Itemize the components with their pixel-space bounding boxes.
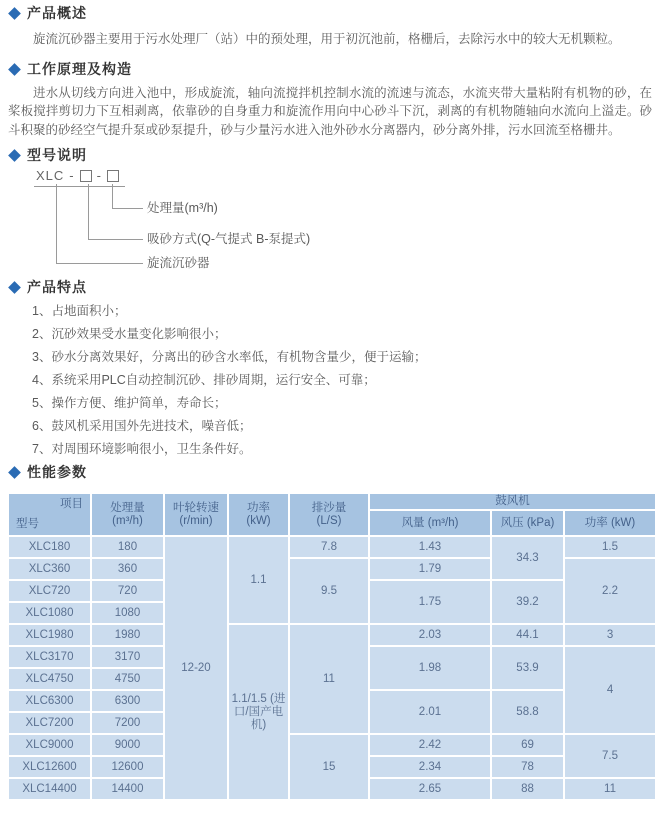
cell-capacity: 3170 [91,646,164,668]
cell-pressure: 69 [491,734,564,756]
header-unit: (kW) [246,514,271,527]
model-prefix: XLC [36,168,65,183]
table-row [8,536,656,558]
cell-sand: 7.8 [289,536,369,558]
cell-pressure: 58.8 [491,690,564,734]
cell-model: XLC180 [8,536,91,558]
cell-pressure: 53.9 [491,646,564,690]
header-blower-power: 功率 (kW) [564,510,656,536]
cell-pressure: 34.3 [491,536,564,580]
header-unit: (L/S) [316,514,342,527]
cell-bpower: 2.2 [564,558,656,624]
header-unit: (r/min) [179,514,213,527]
feature-item: 2、沉砂效果受水量变化影响很小； [32,327,227,341]
cell-air: 1.43 [369,536,491,558]
cell-speed: 12-20 [164,536,228,800]
feature-item: 6、鼓风机采用国外先进技术，噪音低； [32,419,252,433]
feature-list [32,304,652,457]
header-capacity [91,493,164,536]
cell-model: XLC1080 [8,602,91,624]
cell-bpower: 11 [564,778,656,800]
section-heading-principle [8,62,652,77]
cell-model: XLC14400 [8,778,91,800]
header-unit: (m³/h) [112,514,143,527]
section-heading-features [8,280,652,295]
diamond-bullet-icon [8,63,21,76]
header-label: 功率 [247,501,270,514]
cell-bpower: 4 [564,646,656,734]
feature-item: 3、砂水分离效果好，分离出的砂含水率低，有机物含量少，便于运输； [32,350,427,364]
section-title: 工作原理及构造 [27,60,132,77]
cell-capacity: 180 [91,536,164,558]
model-label-capacity: 处理量(m³/h) [147,201,218,215]
cell-sand: 15 [289,734,369,800]
diamond-bullet-icon [8,281,21,294]
cell-bpower: 1.5 [564,536,656,558]
cell-capacity: 6300 [91,690,164,712]
cell-power: 1.1 [228,536,289,624]
cell-air: 2.65 [369,778,491,800]
cell-model: XLC9000 [8,734,91,756]
cell-capacity: 360 [91,558,164,580]
cell-capacity: 4750 [91,668,164,690]
header-air-volume: 风量 (m³/h) [369,510,491,536]
diamond-bullet-icon [8,7,21,20]
cell-air: 1.79 [369,558,491,580]
corner-label-item: 项目 [60,498,83,510]
cell-model: XLC360 [8,558,91,580]
cell-sand: 11 [289,624,369,734]
cell-air: 1.75 [369,580,491,624]
feature-item: 4、系统采用PLC自动控制沉砂、排砂周期，运行安全、可靠； [32,373,376,387]
feature-item: 7、对周围环境影响很小，卫生条件好。 [32,442,252,456]
header-corner-cell [8,493,91,536]
header-power [228,493,289,536]
cell-pressure: 39.2 [491,580,564,624]
connector-line [56,184,143,264]
header-blower-group: 鼓风机 [369,493,656,510]
model-dash: - [69,168,75,183]
model-code-diagram [8,168,652,276]
header-label: 排沙量 [311,501,347,514]
cell-model: XLC7200 [8,712,91,734]
cell-capacity: 1080 [91,602,164,624]
cell-capacity: 14400 [91,778,164,800]
cell-pressure: 88 [491,778,564,800]
overview-paragraph: 旋流沉砂器主要用于污水处理厂（站）中的预处理，用于初沉池前，格栅后，去除污水中的较大无机颗粒。 [33,32,621,46]
table-row [8,624,656,646]
section-title: 产品概述 [27,5,87,21]
cell-air: 2.01 [369,690,491,734]
header-sand [289,493,369,536]
cell-capacity: 12600 [91,756,164,778]
cell-air: 2.42 [369,734,491,756]
header-label: 处理量 [110,501,145,514]
header-air-pressure: 风压 (kPa) [491,510,564,536]
principle-paragraph: 进水从切线方向进入池中，形成旋流，轴向流搅拌机控制水流的流速与流态，水流夹带大量粘附有机物的砂，在桨板搅拌剪切力下互相剥离，依靠砂的自身重力和旋流作用向中心砂斗下沉，剥离的有机物随轴向水流向上溢走。砂斗积聚的砂经空气提升泵或砂泵提升，砂与少量污水进入池外砂水分离器内，砂分离外排，污水回流至格栅井。 [8,85,652,137]
cell-model: XLC4750 [8,668,91,690]
model-label-device: 旋流沉砂器 [147,256,210,270]
section-heading-performance [8,465,652,480]
header-label: 叶轮转速 [173,501,219,514]
table-row [8,734,656,756]
cell-bpower: 3 [564,624,656,646]
feature-item: 1、占地面积小； [32,304,127,318]
cell-air: 2.34 [369,756,491,778]
feature-item: 5、操作方便、维护简单，寿命长； [32,396,227,410]
cell-capacity: 7200 [91,712,164,734]
corner-label-model: 型号 [16,518,39,530]
model-placeholder-box [80,170,92,182]
cell-capacity: 9000 [91,734,164,756]
model-dash: - [96,168,102,183]
cell-model: XLC1980 [8,624,91,646]
section-title: 产品特点 [27,279,87,295]
cell-air: 2.03 [369,624,491,646]
cell-capacity: 1980 [91,624,164,646]
cell-pressure: 44.1 [491,624,564,646]
cell-model: XLC3170 [8,646,91,668]
performance-table [7,492,657,801]
cell-model: XLC720 [8,580,91,602]
cell-sand: 9.5 [289,558,369,624]
header-speed [164,493,228,536]
cell-model: XLC12600 [8,756,91,778]
cell-capacity: 720 [91,580,164,602]
diamond-bullet-icon [8,149,21,162]
section-heading-model [8,148,652,163]
model-label-suction: 吸砂方式(Q-气提式 B-泵提式) [147,232,311,246]
section-title: 型号说明 [27,147,87,163]
table-header-row [8,493,656,510]
cell-pressure: 78 [491,756,564,778]
cell-air: 1.98 [369,646,491,690]
model-placeholder-box [107,170,119,182]
section-heading-overview [8,6,652,21]
diamond-bullet-icon [8,466,21,479]
cell-power: 1.1/1.5 (进口/国产电机) [228,624,289,800]
cell-bpower: 7.5 [564,734,656,778]
section-title: 性能参数 [27,464,87,480]
cell-model: XLC6300 [8,690,91,712]
